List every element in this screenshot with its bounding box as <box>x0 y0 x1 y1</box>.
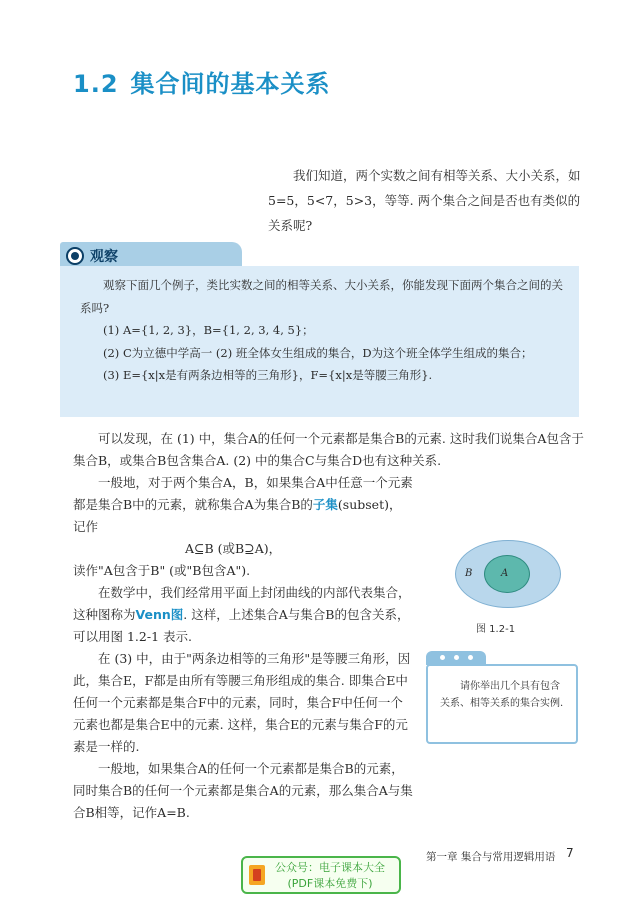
section-title <box>73 64 331 99</box>
footer-chapter: 第一章 集合与常用逻辑用语 <box>426 851 556 863</box>
note-dot-icon <box>440 655 445 660</box>
observe-label: 观察 <box>90 249 118 265</box>
subset-definition-post: (subset)，记作 <box>73 497 402 534</box>
observe-icon <box>66 247 84 265</box>
note-tab <box>426 651 486 665</box>
section-title-text: 集合间的基本关系 <box>130 70 331 98</box>
note-text: 请你举出几个具有包含关系、相等关系的集合实例. <box>440 681 564 709</box>
venn-term: Venn图 <box>135 607 184 622</box>
book-icon <box>249 865 265 885</box>
paragraph-1 <box>73 428 593 472</box>
watermark <box>241 856 401 894</box>
watermark-line-1: 公众号：电子课本大全 <box>275 861 385 874</box>
observe-item: (1) A={1, 2, 3}，B={1, 2, 3, 4, 5}； <box>103 323 314 337</box>
venn-outer-label: B <box>465 568 473 579</box>
figure-caption: 图 1.2-1 <box>476 624 516 635</box>
observe-box <box>60 266 579 417</box>
venn-paragraph <box>73 582 413 648</box>
watermark-line-2: (PDF课本免费下) <box>287 877 373 890</box>
note-box <box>426 664 578 744</box>
observe-item: (3) E={x|x是有两条边相等的三角形}，F={x|x是等腰三角形}. <box>103 368 433 382</box>
observe-item: (2) C为立德中学高一 (2) 班全体女生组成的集合，D为这个班全体学生组成的集合； <box>103 345 533 360</box>
subset-definition-pre: 一般地，对于两个集合A，B，如果集合A中任意一个元素都是集合B中的元素，就称集合A为集合B的 <box>73 475 413 512</box>
note-dot-icon <box>454 655 459 660</box>
page-number: 7 <box>566 846 574 860</box>
section-number: 1.2 <box>73 70 119 98</box>
venn-inner-label: A <box>501 568 509 579</box>
intro-paragraph: 我们知道，两个实数之间有相等关系、大小关系，如 5=5，5<7，5>3，等等. 两个集合之间是否也有类似的关系呢? <box>268 168 581 233</box>
observe-lead: 观察下面几个例子，类比实数之间的相等关系、大小关系，你能发现下面两个集合之间的关系吗? <box>80 278 563 315</box>
subset-definition <box>73 472 413 538</box>
venn-paragraph-post: . 这样，上述集合A与集合B的包含关系，可以用图 1.2-1 表示. <box>73 607 410 644</box>
paragraph-1-text: 可以发现，在 (1) 中，集合A的任何一个元素都是集合B的元素. 这时我们说集合A包含于集合B，或集合B包含集合A. (2) 中的集合C与集合D也有这种关系. <box>73 431 584 468</box>
subset-term: 子集 <box>312 497 338 512</box>
definition-block <box>73 472 413 824</box>
subset-reading: 读作"A包含于B" (或"B包含A"). <box>73 563 251 578</box>
subset-formula: A⊆B (或B⊇A)， <box>185 541 282 556</box>
paragraph-3: 在 (3) 中，由于"两条边相等的三角形"是等腰三角形，因此，集合E，F都是由所有等腰三角形组成的集合. 即集合E中任何一个元素都是集合F中的元素，同时，集合F中任何一个元素也都是集合E中的元素. 这样，集合E的元素与集合F的元素是一样的. <box>73 651 411 754</box>
paragraph-4: 一般地，如果集合A的任何一个元素都是集合B的元素，同时集合B的任何一个元素都是集合A的元素，那么集合A与集合B相等，记作A=B. <box>73 761 413 820</box>
note-dot-icon <box>468 655 473 660</box>
venn-diagram <box>455 540 561 608</box>
venn-paragraph-pre: 在数学中，我们经常用平面上封闭曲线的内部代表集合，这种图称为 <box>73 585 411 622</box>
